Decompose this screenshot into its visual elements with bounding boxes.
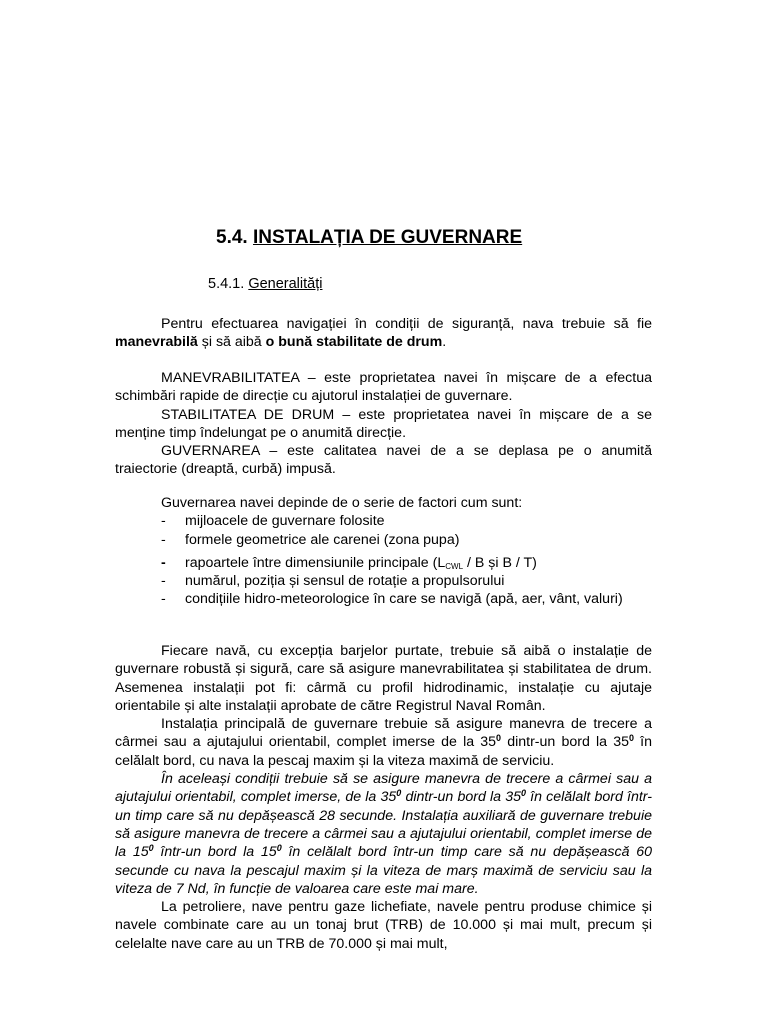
definition-manevrabilitatea: MANEVRABILITATEA – este proprietatea navei în mișcare de a efectua schimbări rapide de direcție cu ajutorul instalației de guvernare.: [115, 370, 668, 405]
list-item: - mijloacele de guvernare folosite: [161, 513, 385, 530]
subsection-heading: [208, 276, 322, 292]
paragraph-aceleasi-conditii: În aceleași condiții trebuie să se asigure manevra de trecere a cârmei sau a ajutajului orientabil, complet imerse, de la $35^0$ dintr-un bord la $35^0$ în celălalt bord într-un timp care să nu depășească 28 secunde. Instalația auxiliară de guvernare trebuie să asigure manevra de trecere a cârmei sau a ajutajului orientabil, complet imerse de la $15^0$ într-un bord la $15^0$ în celălalt bord într-un timp care să nu depășească 60 secunde cu nava la pescajul maxim și la viteza de marș maximă de serviciu sau la viteza de 7 Nd, în funcție de valoarea care este mai mare.: [115, 771, 653, 897]
section-title: INSTALAȚIA DE GUVERNARE: [252, 227, 523, 248]
list-item: - numărul, poziția și sensul de rotație a propulsorului: [161, 573, 505, 590]
definitions-block: [115, 369, 668, 479]
body-paragraphs: [115, 642, 652, 953]
list-item: - formele geometrice ale carenei (zona pupa): [161, 531, 460, 548]
list-item: - condițiile hidro-meteorologice în care se navigă (apă, aer, vânt, valuri): [161, 591, 623, 608]
definition-guvernarea: GUVERNAREA – este calitatea navei de a se deplasa pe o anumită traiectorie (dreaptă, curbă) impusă.: [115, 443, 652, 478]
paragraph-instalatii: Fiecare navă, cu excepția barjelor purtate, trebuie să aibă o instalație de guvernare robustă și sigură, care să asigure manevrabilitatea și stabilitatea de drum. Asemenea instalații pot fi: cârmă cu profil hidrodinamic, instalație cu ajutaje orientabile și alte instalații aprobate de către Registrul Naval Român.: [115, 643, 652, 714]
paragraph-instalatia-principala: Instalația principală de guvernare trebuie să asigure manevra de trecere a cârmei sau a ajutajului orientabil, complet imerse de la $35^0$ dintr-un bord la $35^0$ în celălalt bord, cu nava la pescaj maxim și la viteza maximă de serviciu.: [115, 716, 652, 769]
list-item: - rapoartele între dimensiunile principale ($L_{CWL}$ / B și B / T): [161, 554, 537, 571]
factors-list: [115, 512, 652, 608]
subsection-title: Generalități: [248, 276, 323, 292]
factors-block: [115, 494, 652, 609]
factors-intro: Guvernarea navei depinde de o serie de factori cum sunt:: [161, 495, 523, 511]
intro-block: [115, 315, 652, 352]
section-number: 5.4.: [216, 227, 248, 248]
paragraph-petroliere: La petroliere, nave pentru gaze lichefiate, navele pentru produse chimice și navele combinate care au un tonaj brut (TRB) de 10.000 și mai mult, precum și celelalte nave care au un TRB de 70.000 și mai mult,: [115, 899, 652, 952]
definition-stabilitatea: STABILITATEA DE DRUM – este proprietatea navei în mișcare de a se menține timp îndelungat pe o anumită direcție.: [115, 406, 652, 441]
section-heading: [216, 227, 522, 249]
intro-paragraph: Pentru efectuarea navigației în condiții de siguranță, nava trebuie să fie manevrabilă și să aibă o bună stabilitate de drum.: [115, 316, 652, 351]
subsection-number: 5.4.1.: [208, 276, 245, 292]
